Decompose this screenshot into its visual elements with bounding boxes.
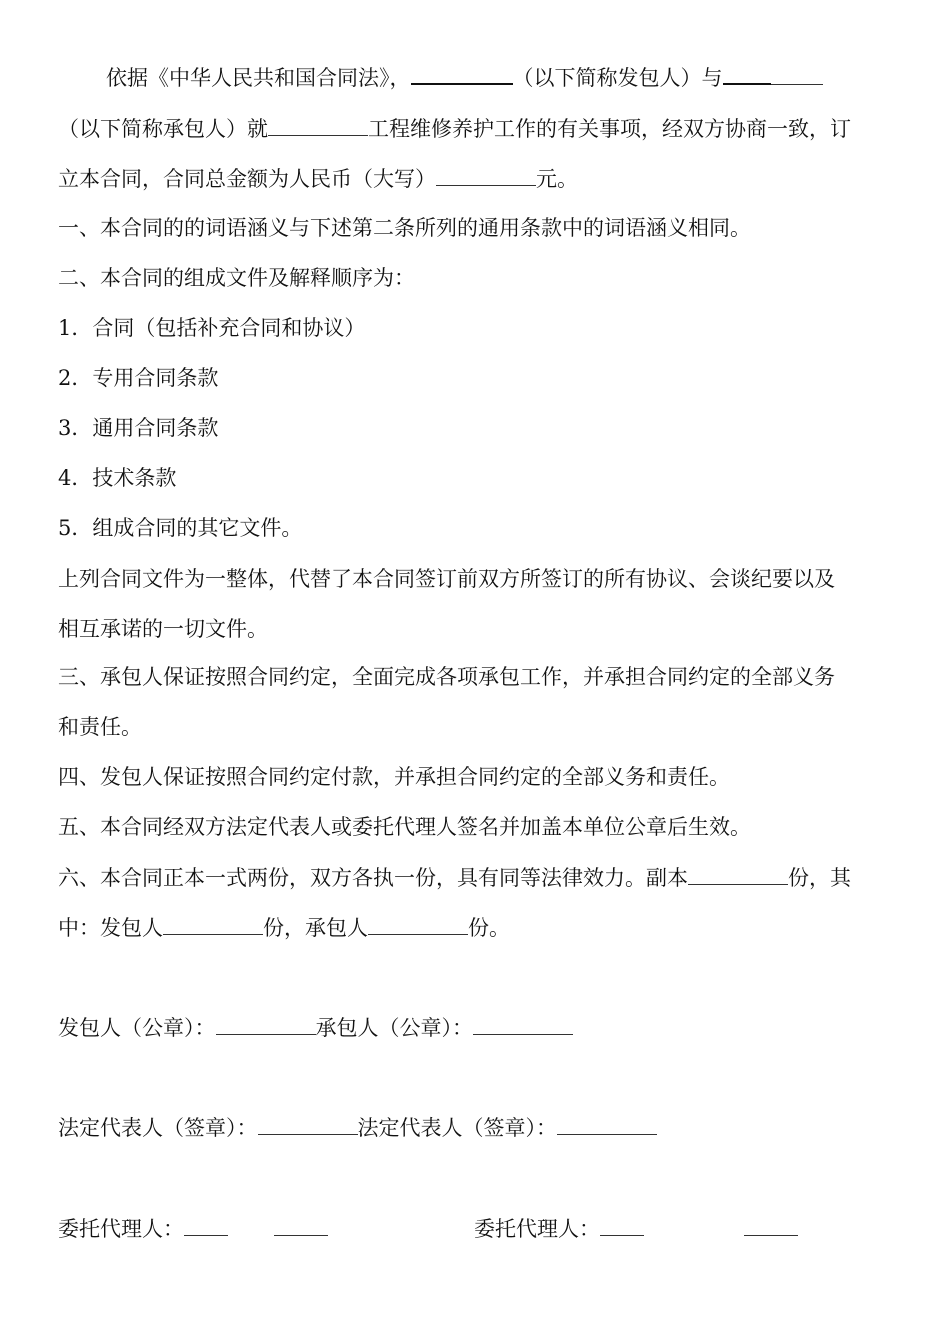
clause-6-text: 中：发包人 [58, 916, 163, 940]
contractor-agent-label: 委托代理人： [474, 1217, 600, 1241]
contractor-seal-label: 承包人（公章）： [315, 1016, 473, 1040]
clause-6-text: 份。 [468, 916, 510, 940]
employer-copies-blank [163, 912, 263, 935]
employer-seal-blank [216, 1012, 316, 1035]
clause-6-text: 六、本合同正本一式两份，双方各执一份，具有同等法律效力。副本 [58, 866, 688, 890]
document-list-item: 5．组成合同的其它文件。 [58, 516, 303, 540]
employer-name-blank [411, 61, 513, 85]
intro-text: 立本合同，合同总金额为人民币（大写） [58, 167, 436, 191]
amount-blank [436, 163, 536, 186]
contractor-name-blank [723, 61, 771, 85]
intro-text: 工程维修养护工作的有关事项，经双方协商一致，订 [368, 117, 851, 141]
clause-6-text: 份，承包人 [263, 916, 368, 940]
document-list-item: 1．合同（包括补充合同和协议） [58, 316, 366, 340]
intro-line-1 [106, 61, 894, 93]
clause-6-text: 份，其 [788, 866, 851, 890]
contractor-legal-rep-blank [557, 1112, 657, 1135]
clause-4: 四、发包人保证按照合同约定付款，并承担合同约定的全部义务和责任。 [58, 765, 730, 789]
contractor-copies-blank [368, 912, 468, 935]
clause-5: 五、本合同经双方法定代表人或委托代理人签名并加盖本单位公章后生效。 [58, 815, 751, 839]
contractor-agent-blank-2 [744, 1213, 798, 1236]
contractor-agent-blank-1 [600, 1213, 644, 1236]
clause-6-line-2 [58, 912, 894, 943]
contractor-legal-rep-label: 法定代表人（签章）： [357, 1116, 557, 1140]
intro-text: 依据《中华人民共和国合同法》， [106, 66, 411, 90]
employer-agent-blank-2 [274, 1213, 328, 1236]
clause-3-line-1: 三、承包人保证按照合同约定，全面完成各项承包工作，并承担合同约定的全部义务 [58, 665, 835, 689]
document-list-item: 2．专用合同条款 [58, 366, 219, 390]
project-name-blank [268, 113, 368, 136]
legal-rep-line [58, 1112, 894, 1143]
clause-6-line-1 [58, 862, 894, 893]
employer-seal-label: 发包人（公章）： [58, 1016, 216, 1040]
intro-text: （以下简称承包人）就 [58, 117, 268, 141]
agent-line [58, 1213, 894, 1244]
clause-2-note-line-2: 相互承诺的一切文件。 [58, 617, 268, 641]
clause-3-line-2: 和责任。 [58, 715, 142, 739]
contractor-seal-blank [473, 1012, 573, 1035]
clause-2-note-line-1: 上列合同文件为一整体，代替了本合同签订前双方所签订的所有协议、会谈纪要以及 [58, 567, 835, 591]
intro-line-3 [58, 163, 894, 194]
intro-text: （以下简称发包人）与 [512, 66, 723, 90]
clause-2: 二、本合同的组成文件及解释顺序为： [58, 266, 415, 290]
document-list-item: 4．技术条款 [58, 466, 177, 490]
employer-legal-rep-blank [258, 1112, 358, 1135]
copies-blank [688, 862, 788, 885]
intro-line-2 [58, 113, 894, 144]
employer-legal-rep-label: 法定代表人（签章）： [58, 1116, 258, 1140]
employer-agent-blank-1 [184, 1213, 228, 1236]
intro-text: 元。 [536, 167, 578, 191]
clause-1: 一、本合同的的词语涵义与下述第二条所列的通用条款中的词语涵义相同。 [58, 216, 751, 240]
employer-agent-label: 委托代理人： [58, 1217, 184, 1241]
seal-line [58, 1012, 894, 1043]
contractor-name-blank-ext [771, 62, 823, 85]
document-list-item: 3．通用合同条款 [58, 416, 219, 440]
